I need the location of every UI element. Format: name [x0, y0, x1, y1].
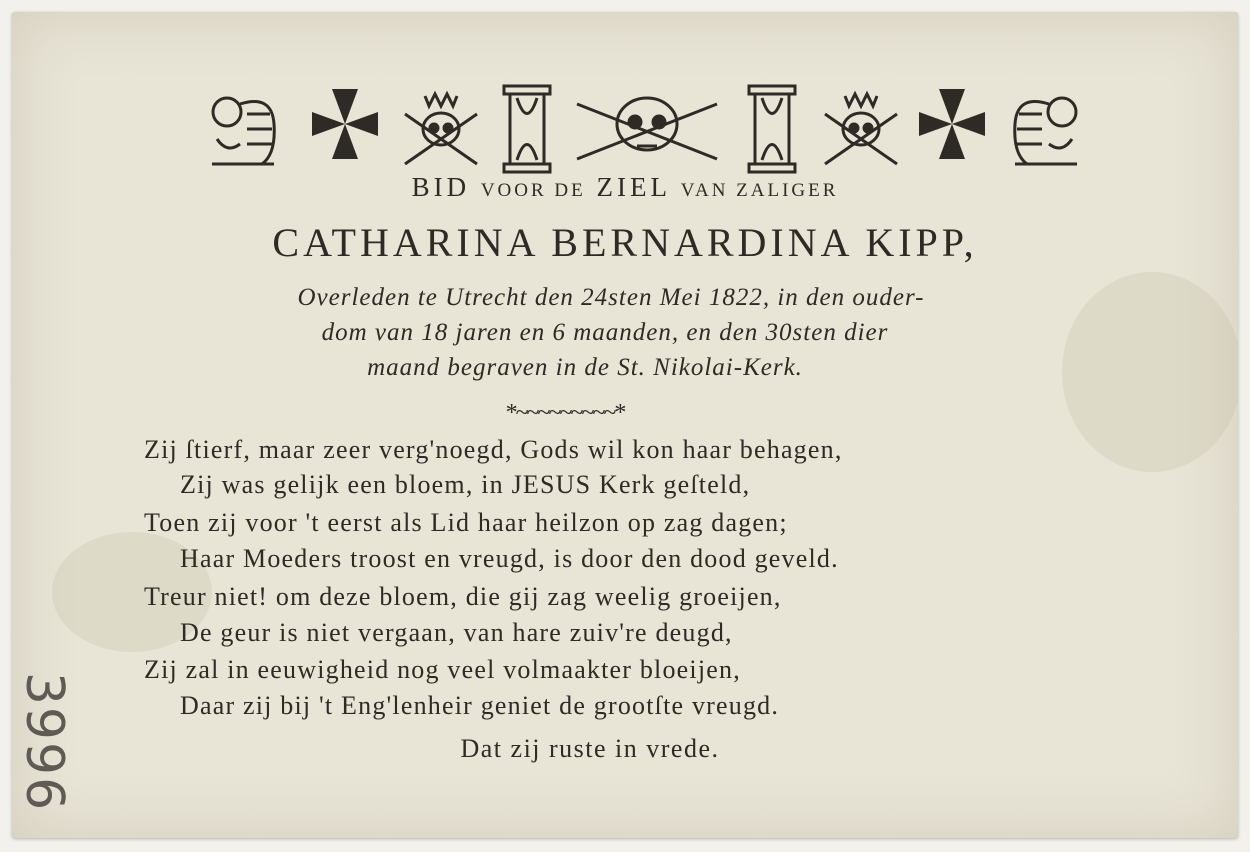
ornament-border	[192, 84, 1092, 184]
heading-prayer	[12, 172, 1238, 203]
inventory-number	[14, 652, 84, 822]
heading-ziel: ZIEL	[596, 172, 670, 202]
winged-cherub-icon	[202, 84, 282, 174]
cross-pattee-icon	[310, 84, 380, 164]
inventory-number-text: 3996	[14, 671, 75, 813]
heading-voor-de: VOOR DE	[480, 180, 586, 201]
details-line-3: maand begraven in de St. Nikolai-Kerk.	[367, 354, 803, 381]
verse-line: Zij zal in eeuwigheid nog veel volmaakter bloeijen,	[144, 655, 741, 684]
crowned-skull-icon	[817, 84, 902, 174]
heading-bid: BID	[411, 172, 471, 202]
ornamental-divider: *~~~~~~~~~*	[505, 400, 625, 426]
verse-line: Toen zij voor 't eerst als Lid haar heilzon op zag dagen;	[144, 508, 788, 537]
details-line-2: dom van 18 jaren en 6 maanden, en den 30sten dier	[321, 319, 889, 346]
hourglass-icon	[747, 84, 797, 174]
skull-crossbones-icon	[572, 84, 722, 174]
verse-line: Zij ſtierf, maar zeer verg'noegd, Gods wil kon haar behagen,	[144, 435, 843, 464]
closing-line: Dat zij ruste in vrede.	[460, 734, 720, 763]
crowned-skull-icon	[397, 84, 482, 174]
verse-line: Daar zij bij 't Eng'lenheir geniet de grootſte vreugd.	[180, 691, 780, 720]
heading-van-zaliger: VAN ZALIGER	[680, 180, 839, 201]
deceased-name: CATHARINA BERNARDINA KIPP,	[272, 220, 978, 265]
verse-line: Treur niet! om deze bloem, die gij zag weelig groeijen,	[144, 582, 782, 611]
cross-pattee-icon	[917, 84, 987, 164]
winged-cherub-icon	[1007, 84, 1087, 174]
verse-line: Haar Moeders troost en vreugd, is door den dood geveld.	[180, 544, 839, 573]
verse-line: Zij was gelijk een bloem, in JESUS Kerk geſteld,	[180, 470, 751, 499]
details-line-1: Overleden te Utrecht den 24sten Mei 1822, in den ouder-	[297, 284, 925, 311]
verse-line: De geur is niet vergaan, van hare zuiv're deugd,	[180, 618, 733, 647]
hourglass-icon	[502, 84, 552, 174]
memorial-card	[12, 12, 1238, 838]
